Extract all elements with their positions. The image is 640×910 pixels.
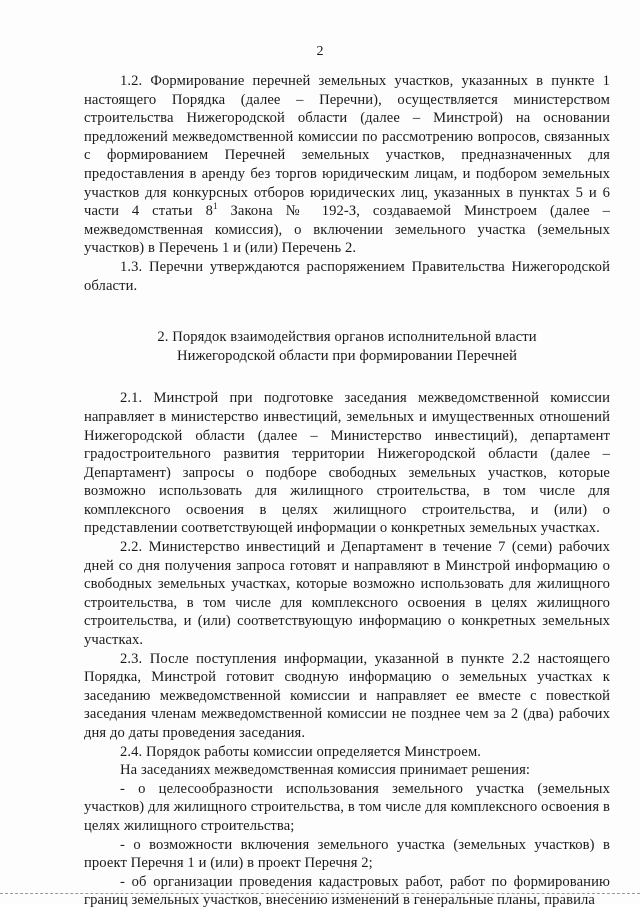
scan-edge-line (0, 893, 640, 894)
paragraph-2-2: 2.2. Министерство инвестиций и Департамент в течение 7 (семи) рабочих дней со дня получения запроса готовят и направляют в Минстрой информацию о свободных земельных участках, которые возможно использовать для жилищного строительства, в том числе для комплексного освоения в целях жилищного строительства, и (или) соответствующую информацию о конкретных земельных участках. (84, 539, 610, 649)
decision-item-2: - о возможности включения земельного участка (земельных участков) в проект Перечня 1 и (или) в проект Перечня 2; (84, 836, 610, 872)
document-body (84, 72, 610, 910)
decision-item-1: - о целесообразности использования земельного участка (земельных участков) для жилищного строительства, в том числе для комплексного освоения в целях жилищного строительства; (84, 780, 610, 834)
page-number: 2 (316, 44, 324, 59)
paragraph-2-1: 2.1. Минстрой при подготовке заседания межведомственной комиссии направляет в министерство инвестиций, земельных и имущественных отношений Нижегородской области (далее – Министерство инвестиций), департамент градостроительного развития территории Нижегородской области (далее – Департамент) запросы о подборе свободных земельных участков, которые возможно использовать для жилищного строительства, в том числе для комплексного освоения в целях жилищного строительства, и (или) о представлении соответствующей информации о конкретных земельных участках. (84, 390, 610, 537)
paragraph-1-2-tail: Закона № 192-З, создаваемой Минстроем (далее – межведомственная комиссия), о включении земельного участка (земельных участков) в Перечень 1 и (или) Перечень 2. (84, 203, 610, 257)
decision-item-3: - об организации проведения кадастровых работ, работ по формированию границ земельных участков, внесению изменений в генеральные планы, правила (84, 873, 610, 909)
paragraph-1-2 (84, 72, 610, 258)
paragraph-1-3: 1.3. Перечни утверждаются распоряжением Правительства Нижегородской области. (84, 258, 610, 294)
paragraph-1-2-text: 1.2. Формирование перечней земельных участков, указанных в пункте 1 настоящего Порядка (далее – Перечни), осуществляется министерством строительства Нижегородской области (далее – Минстрой) на основании предложений межведомственной комиссии по рассмотрению вопросов, связанных с формированием Перечней земельных участков, предназначенных для предоставления в аренду без торгов юридическим лицам, и подбором земельных участков для конкурсных отборов юридических лиц, указанных в пунктах 5 и 6 части 4 статьи 8 (84, 73, 610, 220)
section-2-heading-line-2: Нижегородской области при формировании Перечней (176, 347, 518, 364)
superscript-1: 1 (213, 201, 218, 212)
paragraph-2-3: 2.3. После поступления информации, указанной в пункте 2.2 настоящего Порядка, Минстрой готовит сводную информацию о земельных участках к заседанию межведомственной комиссии и направляет ее вместе с повесткой заседания членам межведомственной комиссии не позднее чем за 2 (два) рабочих дня до даты проведения заседания. (84, 650, 610, 741)
section-2-heading (84, 328, 610, 365)
section-2-heading-line-1: 2. Порядок взаимодействия органов исполнительной власти (157, 329, 537, 346)
paragraph-2-4: 2.4. Порядок работы комиссии определяется Минстроем. (120, 743, 482, 760)
paragraph-decisions-intro: На заседаниях межведомственная комиссия принимает решения: (120, 762, 531, 779)
